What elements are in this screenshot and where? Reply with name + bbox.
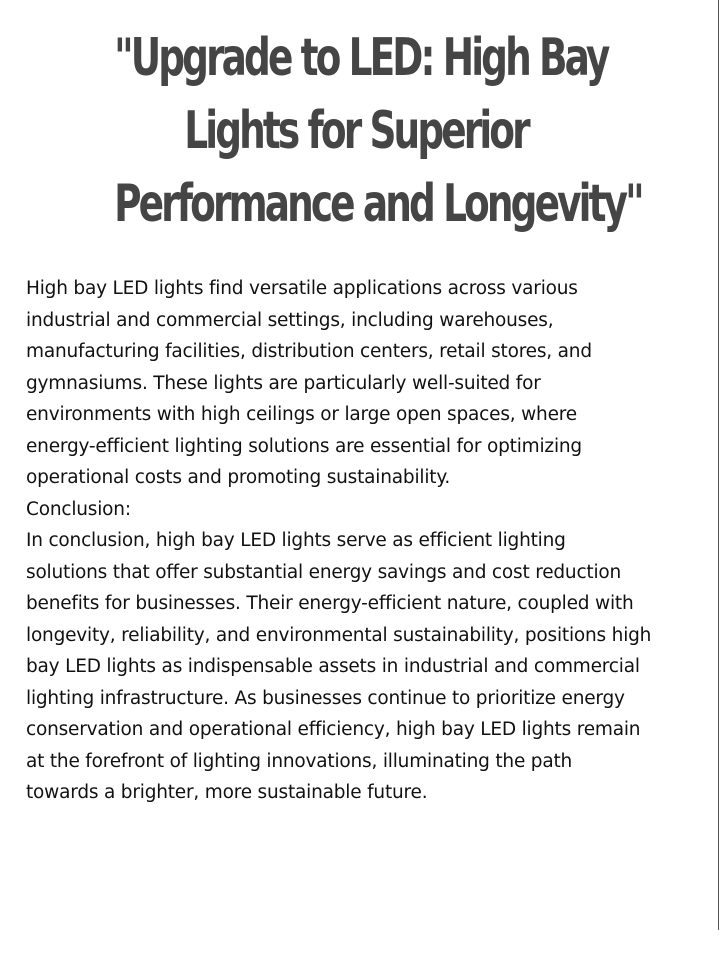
conclusion-label: Conclusion:: [26, 498, 131, 520]
title-line: Performance and Longevity": [114, 174, 642, 234]
text-line: environments with high ceilings or large open spaces, where: [26, 404, 577, 425]
title-line: Lights for Superior: [184, 101, 528, 161]
applications-paragraph: [26, 273, 716, 494]
text-line: operational costs and promoting sustainability.: [26, 467, 451, 488]
title-line: "Upgrade to LED: High Bay: [114, 28, 608, 88]
text-line: longevity, reliability, and environmental sustainability, positions high: [26, 624, 652, 646]
text-line: High bay LED lights find versatile applications across various: [26, 278, 578, 299]
article-body: [26, 273, 716, 809]
page-edge-divider: [718, 0, 719, 930]
text-line: conservation and operational efficiency, high bay LED lights remain: [26, 719, 641, 740]
text-line: at the forefront of lighting innovations, illuminating the path: [26, 750, 573, 772]
page-title: [114, 22, 642, 241]
text-line: solutions that offer substantial energy savings and cost reduction: [26, 561, 622, 583]
text-line: benefits for businesses. Their energy-efficient nature, coupled with: [26, 593, 634, 614]
text-line: manufacturing facilities, distribution centers, retail stores, and: [26, 341, 592, 362]
text-line: industrial and commercial settings, including warehouses,: [26, 309, 554, 331]
text-line: gymnasiums. These lights are particularly well-suited for: [26, 372, 541, 394]
text-line: In conclusion, high bay LED lights serve as efficient lighting: [26, 530, 566, 551]
text-line: bay LED lights as indispensable assets in industrial and commercial: [26, 656, 640, 677]
text-line: towards a brighter, more sustainable future.: [26, 782, 428, 803]
text-line: energy-efficient lighting solutions are essential for optimizing: [26, 435, 582, 457]
text-line: lighting infrastructure. As businesses continue to prioritize energy: [26, 687, 625, 709]
conclusion-paragraph: [26, 525, 716, 809]
conclusion-heading: [26, 494, 716, 526]
